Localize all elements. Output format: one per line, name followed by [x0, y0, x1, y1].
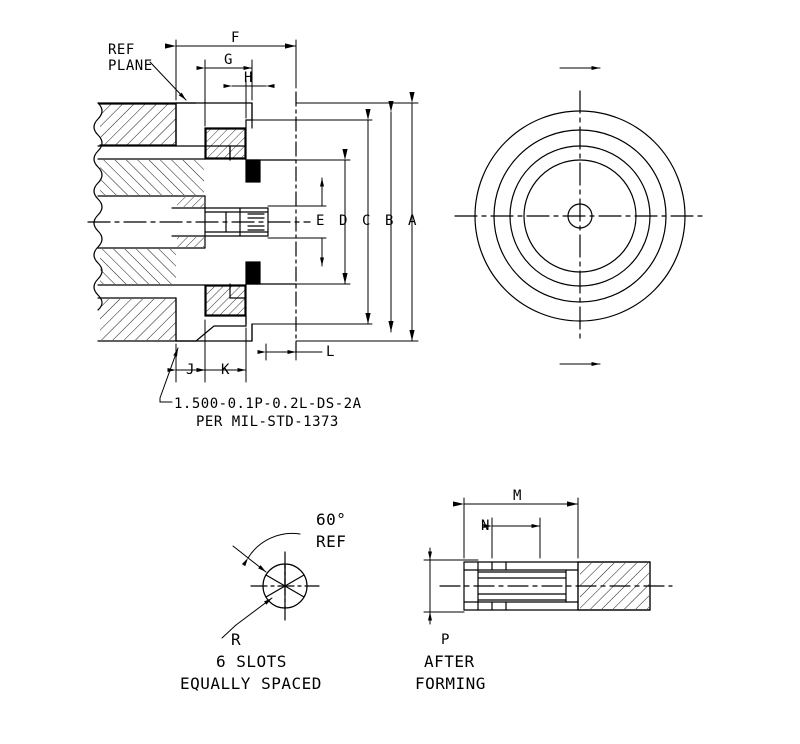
- dimension-label-h: H: [244, 70, 253, 86]
- thread-callout-line1: 1.500-0.1P-0.2L-DS-2A: [174, 396, 362, 412]
- slot-caption-line1: 6 SLOTS: [216, 652, 287, 671]
- dimension-label-j: J: [186, 362, 195, 378]
- end-view-geometry: [455, 68, 705, 364]
- angle-label-60deg: 60°: [316, 510, 347, 529]
- slot-caption-line2: EQUALLY SPACED: [180, 674, 322, 693]
- dimension-label-e: E: [316, 213, 325, 229]
- ref-plane-label-line1: REF: [108, 42, 135, 58]
- dimension-label-n: N: [481, 518, 490, 534]
- slot-leader-label-r: R: [231, 630, 242, 649]
- ref-plane-label-line2: PLANE: [108, 58, 153, 74]
- dimension-label-b: B: [385, 213, 394, 229]
- dimension-label-m: M: [513, 488, 522, 504]
- dimension-label-c: C: [362, 213, 371, 229]
- section-view-dimensions: [150, 40, 418, 402]
- after-forming-caption-line1: AFTER: [424, 652, 475, 671]
- after-forming-geometry: [424, 498, 672, 624]
- dimension-label-g: G: [224, 52, 233, 68]
- dimension-label-a: A: [408, 213, 417, 229]
- dimension-label-l: L: [326, 344, 335, 360]
- slot-detail-geometry: [222, 533, 319, 638]
- section-view-geometry: [88, 92, 310, 352]
- dimension-label-p: P: [441, 632, 450, 648]
- dimension-label-k: K: [221, 362, 230, 378]
- angle-ref-label: REF: [316, 532, 347, 551]
- thread-callout-line2: PER MIL-STD-1373: [196, 414, 339, 430]
- dimension-label-d: D: [339, 213, 348, 229]
- dimension-label-f: F: [231, 30, 240, 46]
- after-forming-caption-line2: FORMING: [415, 674, 486, 693]
